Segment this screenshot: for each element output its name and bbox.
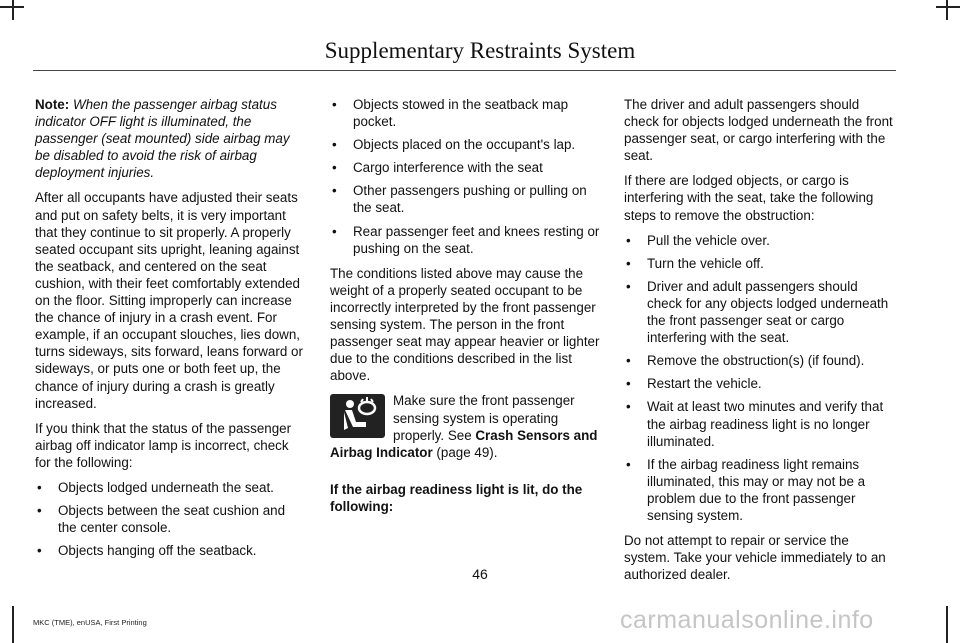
bullet-icon: • <box>626 456 631 472</box>
note-label: Note: <box>35 97 70 112</box>
note-text: When the passenger airbag status indicator OFF light is illuminated, the passenger (seat mounted) side airbag may be disabled to avoid the risk of airbag deployment injuries. <box>35 97 290 181</box>
bullet-icon: • <box>626 376 631 392</box>
list-item <box>35 479 303 496</box>
bullet-icon: • <box>37 503 42 519</box>
list-item-text: Cargo interference with the seat <box>353 160 543 176</box>
list-item <box>624 255 896 272</box>
column-3 <box>624 96 896 591</box>
list-item <box>330 182 602 216</box>
bullet-icon: • <box>626 255 631 271</box>
cross-reference-link[interactable]: Crash Sensors and Airbag Indicator <box>330 427 598 460</box>
bullet-icon: • <box>626 278 631 294</box>
list-item <box>624 232 896 249</box>
bullet-icon: • <box>332 137 337 153</box>
crop-mark-top-right-h <box>936 6 960 8</box>
crop-mark-top-left-v <box>12 0 14 20</box>
list-item <box>624 456 896 524</box>
bullet-icon: • <box>332 160 337 176</box>
bullet-icon: • <box>332 223 337 239</box>
list-item <box>35 502 303 536</box>
bullet-icon: • <box>626 232 631 248</box>
list-item-text: Remove the obstruction(s) (if found). <box>647 353 865 369</box>
steps-list <box>624 232 896 524</box>
list-item-text: Restart the vehicle. <box>647 376 762 392</box>
list-item <box>330 96 602 130</box>
list-item <box>330 159 602 176</box>
crop-mark-bottom-right-v <box>946 606 948 643</box>
cross-reference-page: (page 49). <box>436 444 498 460</box>
list-item-text: Other passengers pushing or pulling on the seat. <box>353 183 587 216</box>
column-1 <box>35 96 303 567</box>
list-item <box>624 352 896 369</box>
list-item-text: Objects lodged underneath the seat. <box>58 479 274 495</box>
list-item-text: Wait at least two minutes and verify that the airbag readiness light is no longer illuminated. <box>647 399 884 449</box>
check-intro-paragraph: If you think that the status of the passenger airbag off indicator lamp is incorrect, check for the following: <box>35 420 292 470</box>
note-paragraph <box>35 96 303 181</box>
list-item <box>624 398 896 449</box>
bullet-icon: • <box>332 183 337 199</box>
list-item-text: If the airbag readiness light remains illuminated, this may or may not be a problem due to the front passenger sensing system. <box>647 456 866 523</box>
bullet-icon: • <box>626 399 631 415</box>
page-number: 46 <box>472 566 488 582</box>
bullet-icon: • <box>626 353 631 369</box>
list-item <box>330 223 602 257</box>
watermark: carmanualsonline.info <box>620 606 874 634</box>
crop-mark-top-right-v <box>946 0 948 20</box>
list-item-text: Objects placed on the occupant's lap. <box>353 137 576 153</box>
section-heading: If the airbag readiness light is lit, do the following: <box>330 481 583 514</box>
warning-text: Make sure the front passenger sensing system is operating properly. See <box>393 393 575 443</box>
footer-text: MKC (TME), enUSA, First Printing <box>33 618 147 627</box>
list-item <box>624 375 896 392</box>
list-item-text: Objects stowed in the seatback map pocket. <box>353 97 569 130</box>
column-2 <box>330 96 602 523</box>
list-item-text: Pull the vehicle over. <box>647 232 770 248</box>
check-list <box>35 479 303 559</box>
list-item-text: Rear passenger feet and knees resting or pushing on the seat. <box>353 223 600 256</box>
list-item-text: Driver and adult passengers should check for any objects lodged underneath the front passenger seat or cargo interfering with the seat. <box>647 278 889 346</box>
bullet-icon: • <box>37 543 42 559</box>
header-rule <box>33 70 896 71</box>
check-objects-paragraph: The driver and adult passengers should check for objects lodged underneath the front passenger seat, or cargo interfering with the seat. <box>624 97 893 164</box>
crop-mark-bottom-left-v <box>12 606 14 643</box>
warning-block <box>330 392 602 460</box>
list-item <box>330 136 602 153</box>
page-title: Supplementary Restraints System <box>324 38 636 63</box>
service-paragraph: Do not attempt to repair or service the system. Take your vehicle immediately to an authorized dealer. <box>624 533 886 583</box>
airbag-seat-icon <box>330 394 385 438</box>
seating-paragraph: After all occupants have adjusted their seats and put on safety belts, it is very important that they continue to sit properly. A properly seated occupant sits upright, leaning against the seatback, and centered on the seat cushion, with their feet comfortably extended on the floor. Sitting improperly can increase the chance of injury in a crash event. For example, if an occupant slouches, lies down, turns sideways, sits forward, leans forward or sideways, or puts one or both feet up, the chance of injury during a crash is greatly increased. <box>35 190 303 411</box>
steps-intro-paragraph: If there are lodged objects, or cargo is interfering with the seat, take the following steps to remove the obstruction: <box>624 173 874 223</box>
check-list-continued <box>330 96 602 257</box>
list-item-text: Objects hanging off the seatback. <box>58 543 257 559</box>
bullet-icon: • <box>332 97 337 112</box>
list-item <box>624 278 896 346</box>
bullet-icon: • <box>37 479 42 495</box>
list-item <box>35 542 303 559</box>
conditions-paragraph: The conditions listed above may cause the weight of a properly seated occupant to be incorrectly interpreted by the front passenger sensing system. The person in the front passenger seat may appear heavier or lighter due to the conditions described in the list above. <box>330 265 600 384</box>
list-item-text: Objects between the seat cushion and the center console. <box>58 503 286 536</box>
list-item-text: Turn the vehicle off. <box>647 255 764 271</box>
